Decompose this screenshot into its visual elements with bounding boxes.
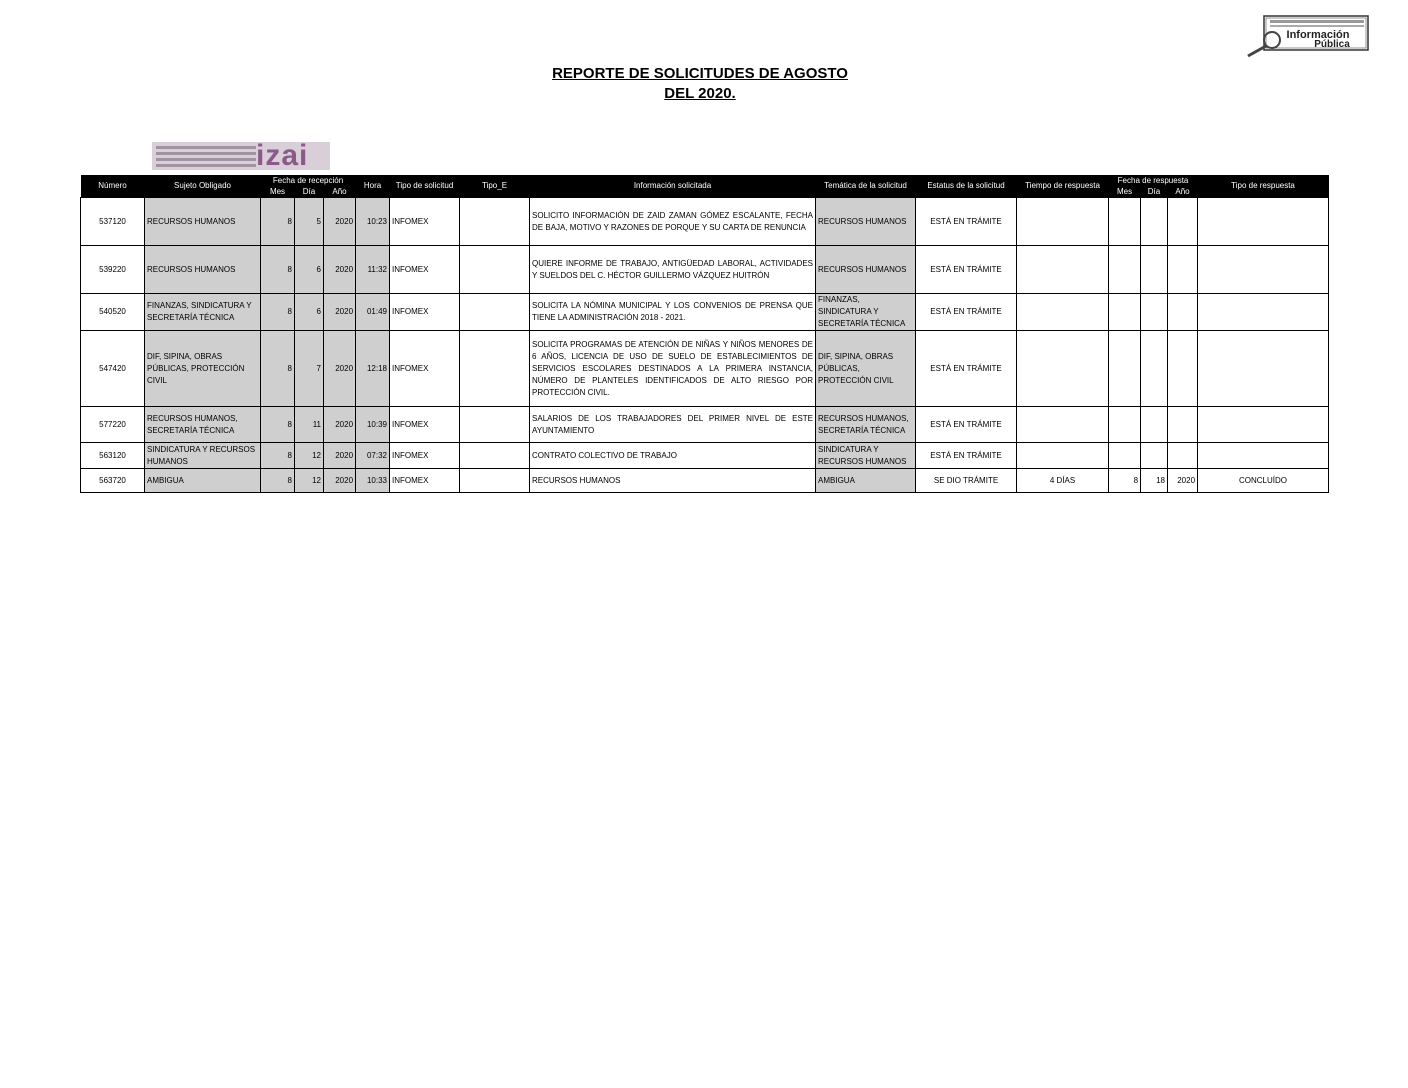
cell-estatus: ESTÁ EN TRÁMITE [916, 331, 1017, 407]
cell-estatus: ESTÁ EN TRÁMITE [916, 246, 1017, 294]
cell-tiempo [1017, 198, 1109, 246]
cell-tematica: RECURSOS HUMANOS [816, 198, 916, 246]
header-fecha-respuesta: Fecha de respuesta [1109, 175, 1198, 186]
cell-tipo-e [460, 246, 530, 294]
report-title-line1: REPORTE DE SOLICITUDES DE AGOSTO [552, 65, 848, 82]
cell-tipo-e [460, 443, 530, 469]
cell-hora: 10:39 [356, 407, 390, 443]
cell-tipo-respuesta [1198, 407, 1329, 443]
cell-sujeto: RECURSOS HUMANOS, SECRETARÍA TÉCNICA [145, 407, 261, 443]
cell-tiempo [1017, 331, 1109, 407]
cell-recepcion-mes: 8 [261, 469, 295, 493]
cell-tipo-respuesta [1198, 331, 1329, 407]
header-estatus: Estatus de la solicitud [916, 175, 1017, 198]
header-sujeto: Sujeto Obligado [145, 175, 261, 198]
cell-tematica: DIF, SIPINA, OBRAS PÚBLICAS, PROTECCIÓN CIVIL [816, 331, 916, 407]
cell-hora: 07:32 [356, 443, 390, 469]
report-title-line2: DEL 2020. [664, 85, 736, 102]
cell-informacion: SOLICITA LA NÓMINA MUNICIPAL Y LOS CONVENIOS DE PRENSA QUE TIENE LA ADMINISTRACIÓN 2018 - 2021. [530, 294, 816, 331]
requests-table [80, 175, 1329, 493]
cell-numero: 540520 [81, 294, 145, 331]
cell-numero: 539220 [81, 246, 145, 294]
header-fecha-recepcion: Fecha de recepción [261, 175, 356, 186]
cell-numero: 563120 [81, 443, 145, 469]
cell-respuesta-dia [1141, 407, 1168, 443]
cell-tematica: FINANZAS, SINDICATURA Y SECRETARÍA TÉCNICA [816, 294, 916, 331]
header-tipo-respuesta: Tipo de respuesta [1198, 175, 1329, 198]
cell-informacion: SOLICITA PROGRAMAS DE ATENCIÓN DE NIÑAS Y NIÑOS MENORES DE 6 AÑOS, LICENCIA DE USO DE SUELO DE ESTABLECIMIENTOS DE SERVICIOS ESCOLARES DESTINADOS A LA PRIMERA INSTANCIA, NÚMERO DE PLANTELES IDENTIFICADOS DE ALTO RIESGO POR PROTECCIÓN CIVIL. [530, 331, 816, 407]
cell-respuesta-dia [1141, 443, 1168, 469]
cell-recepcion-mes: 8 [261, 407, 295, 443]
cell-tipo-solicitud: INFOMEX [390, 407, 460, 443]
table-row [81, 443, 1329, 469]
cell-respuesta-anio [1168, 443, 1198, 469]
cell-hora: 11:32 [356, 246, 390, 294]
cell-tipo-solicitud: INFOMEX [390, 331, 460, 407]
cell-tipo-solicitud: INFOMEX [390, 198, 460, 246]
cell-tematica: RECURSOS HUMANOS [816, 246, 916, 294]
cell-tipo-solicitud: INFOMEX [390, 469, 460, 493]
cell-sujeto: AMBIGUA [145, 469, 261, 493]
cell-recepcion-anio: 2020 [324, 407, 356, 443]
table-row [81, 246, 1329, 294]
cell-recepcion-anio: 2020 [324, 331, 356, 407]
cell-hora: 12:18 [356, 331, 390, 407]
cell-hora: 10:23 [356, 198, 390, 246]
cell-tematica: SINDICATURA Y RECURSOS HUMANOS [816, 443, 916, 469]
cell-informacion: SALARIOS DE LOS TRABAJADORES DEL PRIMER NIVEL DE ESTE AYUNTAMIENTO [530, 407, 816, 443]
cell-tipo-respuesta [1198, 198, 1329, 246]
svg-text:Información: Información [1286, 29, 1350, 41]
cell-tematica: RECURSOS HUMANOS, SECRETARÍA TÉCNICA [816, 407, 916, 443]
cell-recepcion-mes: 8 [261, 443, 295, 469]
cell-respuesta-mes [1109, 407, 1141, 443]
cell-respuesta-dia [1141, 198, 1168, 246]
cell-respuesta-anio [1168, 407, 1198, 443]
cell-informacion: RECURSOS HUMANOS [530, 469, 816, 493]
cell-sujeto: DIF, SIPINA, OBRAS PÚBLICAS, PROTECCIÓN CIVIL [145, 331, 261, 407]
cell-recepcion-anio: 2020 [324, 294, 356, 331]
cell-respuesta-mes [1109, 294, 1141, 331]
cell-respuesta-dia: 18 [1141, 469, 1168, 493]
table-row [81, 331, 1329, 407]
cell-sujeto: RECURSOS HUMANOS [145, 198, 261, 246]
header-tipo-e: Tipo_E [460, 175, 530, 198]
cell-respuesta-anio [1168, 331, 1198, 407]
table-row [81, 198, 1329, 246]
cell-recepcion-anio: 2020 [324, 443, 356, 469]
cell-respuesta-mes [1109, 198, 1141, 246]
header-row-top [81, 175, 1329, 186]
cell-tipo-respuesta: CONCLUÍDO [1198, 469, 1329, 493]
izai-logo [152, 142, 330, 170]
cell-recepcion-mes: 8 [261, 246, 295, 294]
cell-tipo-solicitud: INFOMEX [390, 294, 460, 331]
cell-respuesta-mes [1109, 246, 1141, 294]
table-row [81, 294, 1329, 331]
cell-tipo-respuesta [1198, 246, 1329, 294]
cell-recepcion-dia: 12 [295, 443, 324, 469]
cell-respuesta-mes [1109, 443, 1141, 469]
cell-estatus: ESTÁ EN TRÁMITE [916, 443, 1017, 469]
cell-numero: 547420 [81, 331, 145, 407]
cell-tipo-respuesta [1198, 294, 1329, 331]
cell-tipo-solicitud: INFOMEX [390, 246, 460, 294]
svg-text:Pública: Pública [1314, 39, 1350, 50]
cell-estatus: ESTÁ EN TRÁMITE [916, 294, 1017, 331]
cell-recepcion-dia: 7 [295, 331, 324, 407]
cell-respuesta-anio [1168, 246, 1198, 294]
header-tipo-solicitud: Tipo de solicitud [390, 175, 460, 198]
cell-informacion: CONTRATO COLECTIVO DE TRABAJO [530, 443, 816, 469]
cell-recepcion-dia: 6 [295, 294, 324, 331]
cell-recepcion-anio: 2020 [324, 246, 356, 294]
header-tematica: Temática de la solicitud [816, 175, 916, 198]
cell-recepcion-dia: 6 [295, 246, 324, 294]
cell-tipo-e [460, 198, 530, 246]
header-respuesta-mes: Mes [1109, 186, 1141, 198]
cell-recepcion-dia: 11 [295, 407, 324, 443]
unidad-enlace-logo [1242, 14, 1370, 58]
cell-tipo-e [460, 407, 530, 443]
cell-tematica: AMBIGUA [816, 469, 916, 493]
cell-tipo-respuesta [1198, 443, 1329, 469]
cell-tiempo [1017, 294, 1109, 331]
cell-estatus: ESTÁ EN TRÁMITE [916, 198, 1017, 246]
cell-sujeto: RECURSOS HUMANOS [145, 246, 261, 294]
cell-respuesta-mes: 8 [1109, 469, 1141, 493]
header-hora: Hora [356, 175, 390, 198]
cell-numero: 577220 [81, 407, 145, 443]
cell-informacion: SOLICITO INFORMACIÓN DE ZAID ZAMAN GÓMEZ ESCALANTE, FECHA DE BAJA, MOTIVO Y RAZONES DE PORQUE Y SU CARTA DE RENUNCIA [530, 198, 816, 246]
cell-tipo-e [460, 294, 530, 331]
cell-respuesta-dia [1141, 331, 1168, 407]
table-row [81, 407, 1329, 443]
cell-tiempo [1017, 246, 1109, 294]
header-informacion: Información solicitada [530, 175, 816, 198]
cell-numero: 537120 [81, 198, 145, 246]
izai-logo-fine-text [156, 146, 256, 170]
cell-sujeto: SINDICATURA Y RECURSOS HUMANOS [145, 443, 261, 469]
cell-tipo-e [460, 469, 530, 493]
cell-tiempo: 4 DÍAS [1017, 469, 1109, 493]
cell-respuesta-anio [1168, 198, 1198, 246]
cell-recepcion-mes: 8 [261, 331, 295, 407]
cell-tiempo [1017, 443, 1109, 469]
cell-estatus: ESTÁ EN TRÁMITE [916, 407, 1017, 443]
header-recepcion-dia: Día [295, 186, 324, 198]
cell-hora: 10:33 [356, 469, 390, 493]
header-tiempo: Tiempo de respuesta [1017, 175, 1109, 198]
cell-respuesta-mes [1109, 331, 1141, 407]
header-numero: Número [81, 175, 145, 198]
cell-hora: 01:49 [356, 294, 390, 331]
izai-logo-wordmark: izai [256, 142, 309, 170]
cell-sujeto: FINANZAS, SINDICATURA Y SECRETARÍA TÉCNICA [145, 294, 261, 331]
table-row [81, 469, 1329, 493]
report-title [450, 64, 950, 104]
header-recepcion-mes: Mes [261, 186, 295, 198]
cell-tiempo [1017, 407, 1109, 443]
cell-recepcion-dia: 5 [295, 198, 324, 246]
cell-respuesta-anio [1168, 294, 1198, 331]
cell-informacion: QUIERE INFORME DE TRABAJO, ANTIGÜEDAD LABORAL, ACTIVIDADES Y SUELDOS DEL C. HÉCTOR GUILLERMO VÁZQUEZ HUITRÓN [530, 246, 816, 294]
header-respuesta-anio: Año [1168, 186, 1198, 198]
cell-numero: 563720 [81, 469, 145, 493]
cell-recepcion-dia: 12 [295, 469, 324, 493]
cell-recepcion-anio: 2020 [324, 198, 356, 246]
cell-tipo-solicitud: INFOMEX [390, 443, 460, 469]
cell-respuesta-dia [1141, 294, 1168, 331]
cell-respuesta-dia [1141, 246, 1168, 294]
cell-recepcion-anio: 2020 [324, 469, 356, 493]
header-respuesta-dia: Día [1141, 186, 1168, 198]
header-recepcion-anio: Año [324, 186, 356, 198]
cell-recepcion-mes: 8 [261, 198, 295, 246]
cell-respuesta-anio: 2020 [1168, 469, 1198, 493]
cell-tipo-e [460, 331, 530, 407]
cell-estatus: SE DIO TRÁMITE [916, 469, 1017, 493]
cell-recepcion-mes: 8 [261, 294, 295, 331]
